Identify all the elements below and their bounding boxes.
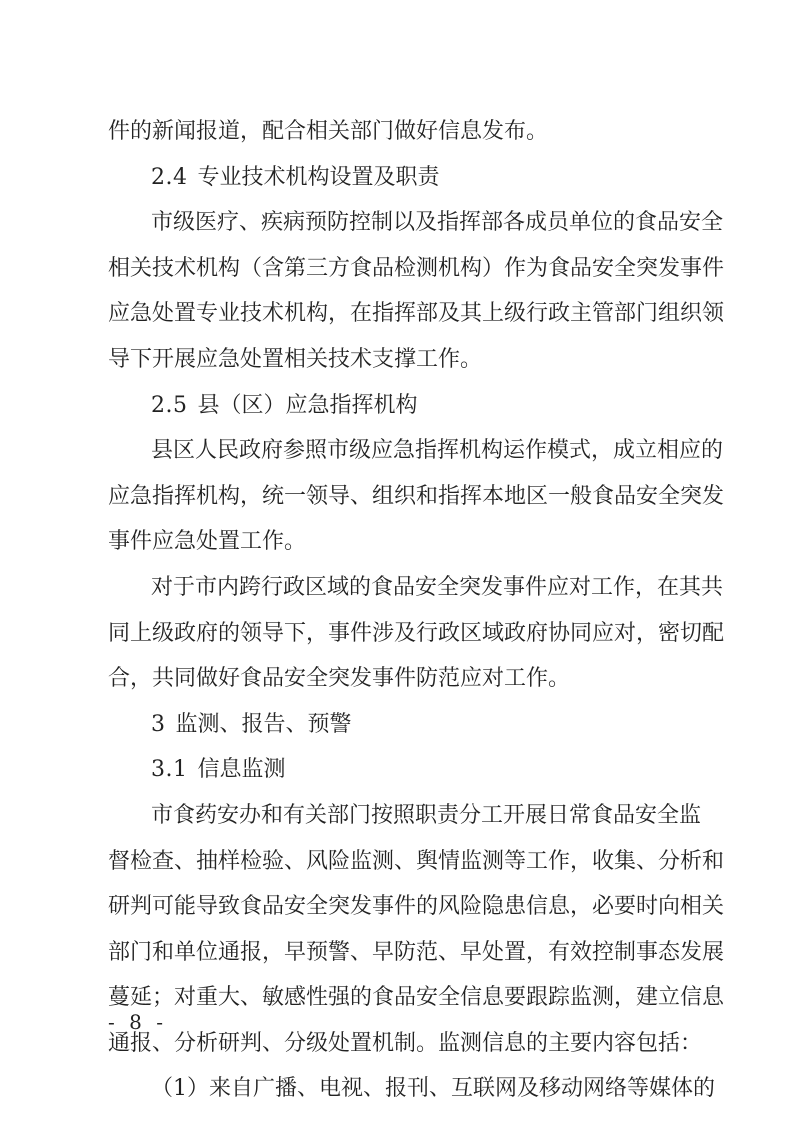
section-title: 信息监测 xyxy=(197,757,286,783)
paragraph-line: 导下开展应急处置相关技术支撑工作。 xyxy=(108,346,483,372)
section-heading-2-5 xyxy=(108,383,698,429)
paragraph-line: 通报、分析研判、分级处置机制。监测信息的主要内容包括： xyxy=(108,1030,703,1056)
page-number: - 8 - xyxy=(108,1010,167,1034)
paragraph-line: 件的新闻报道，配合相关部门做好信息发布。 xyxy=(108,119,549,144)
section-heading-3-1 xyxy=(108,747,698,793)
paragraph-line: 对于市内跨行政区域的食品安全突发事件应对工作，在其共 xyxy=(151,574,724,600)
body-text xyxy=(108,109,725,1112)
section-title: 专业技术机构设置及职责 xyxy=(197,164,440,190)
paragraph-line: 相关技术机构（含第三方食品检测机构）作为食品安全突发事件 xyxy=(108,255,725,281)
section-heading-3 xyxy=(108,702,698,748)
paragraph-line: 合，共同做好食品安全突发事件防范应对工作。 xyxy=(108,666,571,692)
paragraph-line: 市级医疗、疾病预防控制以及指挥部各成员单位的食品安全 xyxy=(151,210,724,236)
section-number: 3 xyxy=(151,711,166,737)
paragraph-line: 县区人民政府参照市级应急指挥机构运作模式，成立相应的 xyxy=(151,438,724,464)
section-number: 3.1 xyxy=(151,757,188,783)
section-title: 县（区）应急指挥机构 xyxy=(197,392,418,418)
paragraph-line: 蔓延；对重大、敏感性强的食品安全信息要跟踪监测，建立信息 xyxy=(108,985,725,1011)
paragraph-line: 同上级政府的领导下，事件涉及行政区域政府协同应对，密切配 xyxy=(108,620,725,646)
paragraph-line: （1）来自广播、电视、报刊、互联网及移动网络等媒体的 xyxy=(151,1076,715,1102)
section-heading-2-4 xyxy=(108,155,698,201)
section-number: 2.4 xyxy=(151,164,188,190)
paragraph-line: 事件应急处置工作。 xyxy=(108,529,307,555)
paragraph-line: 市食药安办和有关部门按照职责分工开展日常食品安全监 xyxy=(151,802,702,828)
paragraph-line: 督检查、抽样检验、风险监测、舆情监测等工作，收集、分析和 xyxy=(108,848,725,874)
paragraph-line: 部门和单位通报，早预警、早防范、早处置，有效控制事态发展 xyxy=(108,939,725,965)
section-title: 监测、报告、预警 xyxy=(175,711,352,737)
paragraph-line: 研判可能导致食品安全突发事件的风险隐患信息，必要时向相关 xyxy=(108,894,725,920)
paragraph-line: 应急指挥机构，统一领导、组织和指挥本地区一般食品安全突发 xyxy=(108,483,725,509)
section-number: 2.5 xyxy=(151,392,188,418)
paragraph-line: 应急处置专业技术机构，在指挥部及其上级行政主管部门组织领 xyxy=(108,301,725,327)
